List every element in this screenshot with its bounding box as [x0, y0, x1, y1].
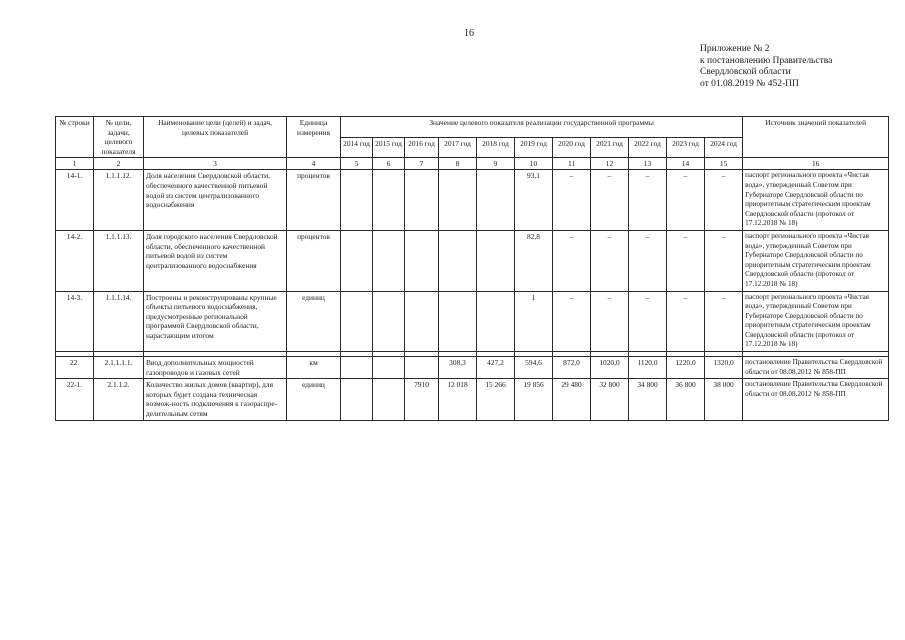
year-value: 82,8	[515, 230, 553, 291]
source: паспорт регионального проекта «Чистая вода», утвержденный Советом при Губернаторе Свердловской области по приоритетным стратегическим проектам Свердловской области (протокол от 17.12.2018 № 18)	[743, 230, 889, 291]
appendix-line: Свердловской области	[700, 67, 791, 77]
indicators-table	[55, 116, 889, 421]
header-year: 2022 год	[629, 137, 667, 158]
indicator-name: Ввод дополнительных мощностей газопроводов и газовых сетей	[144, 357, 287, 379]
year-value: –	[591, 291, 629, 352]
column-number: 10	[515, 158, 553, 170]
column-number: 3	[144, 158, 287, 170]
year-value: –	[591, 230, 629, 291]
table-row	[56, 291, 889, 352]
header-row-no: № строки	[56, 117, 94, 158]
header-year: 2021 год	[591, 137, 629, 158]
column-numbers-row	[56, 158, 889, 170]
header-year: 2019 год	[515, 137, 553, 158]
indicator-name: Количество жилых домов (квартир), для которых будет создана техническая возмож-ность подключения к газораспре-делительным сетям	[144, 379, 287, 420]
year-value: 308,3	[439, 357, 477, 379]
year-value: 34 800	[629, 379, 667, 420]
page-number: 16	[464, 28, 474, 39]
year-value	[341, 379, 373, 420]
year-value: 29 480	[553, 379, 591, 420]
year-value	[439, 170, 477, 231]
indicator-name: Доля населения Свердловской области, обеспеченного качественной питьевой водой из систем централизованного водоснабжения	[144, 170, 287, 231]
year-value	[405, 170, 439, 231]
year-value: –	[553, 230, 591, 291]
table-row	[56, 230, 889, 291]
header-year: 2018 год	[477, 137, 515, 158]
unit: процентов	[287, 170, 341, 231]
year-value	[477, 170, 515, 231]
year-value: 38 000	[705, 379, 743, 420]
year-value: 19 856	[515, 379, 553, 420]
table-row	[56, 379, 889, 420]
column-number: 8	[439, 158, 477, 170]
header-goal-no: № цели, задачи, целевого показателя	[94, 117, 144, 158]
year-value: 1020,0	[591, 357, 629, 379]
header-year: 2016 год	[405, 137, 439, 158]
year-value: –	[553, 291, 591, 352]
year-value: 12 018	[439, 379, 477, 420]
source: паспорт регионального проекта «Чистая вода», утвержденный Советом при Губернаторе Свердловской области по приоритетным стратегическим проектам Свердловской области (протокол от 17.12.2018 № 18)	[743, 291, 889, 352]
year-value: 872,0	[553, 357, 591, 379]
source: постановление Правительства Свердловской области от 08.08.2012 № 858-ПП	[743, 379, 889, 420]
year-value	[405, 291, 439, 352]
year-value: –	[705, 230, 743, 291]
table-row	[56, 170, 889, 231]
row-number: 22.	[56, 357, 94, 379]
indicator-name: Доля городского населения Свердловской области, обеспеченного качественной питьевой водой из систем централизованного водоснабжения	[144, 230, 287, 291]
column-number: 4	[287, 158, 341, 170]
year-value: –	[591, 170, 629, 231]
appendix-line: от 01.08.2019 № 452-ПП	[700, 78, 799, 89]
year-value	[373, 230, 405, 291]
header-values-group: Значение целевого показателя реализации государственной программы	[341, 117, 743, 138]
year-value: –	[667, 230, 705, 291]
year-value: 1120,0	[629, 357, 667, 379]
column-number: 12	[591, 158, 629, 170]
year-value: –	[553, 170, 591, 231]
goal-code: 1.1.1.14.	[94, 291, 144, 352]
year-value	[373, 357, 405, 379]
row-number: 22-1.	[56, 379, 94, 420]
source: постановление Правительства Свердловской области от 08.08.2012 № 858-ПП	[743, 357, 889, 379]
year-value: –	[629, 291, 667, 352]
year-value: 594,6	[515, 357, 553, 379]
year-value	[477, 291, 515, 352]
year-value: 7910	[405, 379, 439, 420]
header-row	[56, 117, 889, 138]
goal-code: 2.1.1.2.	[94, 379, 144, 420]
appendix-line: Приложение № 2	[700, 44, 770, 54]
year-value: 32 800	[591, 379, 629, 420]
header-year: 2020 год	[553, 137, 591, 158]
year-value	[373, 291, 405, 352]
appendix-line: к постановлению Правительства	[700, 55, 833, 66]
header-year: 2014 год	[341, 137, 373, 158]
year-value: 427,2	[477, 357, 515, 379]
year-value: –	[667, 170, 705, 231]
row-number: 14-2.	[56, 230, 94, 291]
year-value: –	[629, 170, 667, 231]
year-value	[373, 379, 405, 420]
unit: единиц	[287, 379, 341, 420]
year-value: 93,1	[515, 170, 553, 231]
year-value: 1220,0	[667, 357, 705, 379]
goal-code: 1.1.1.13.	[94, 230, 144, 291]
header-year: 2023 год	[667, 137, 705, 158]
unit: км	[287, 357, 341, 379]
year-value: –	[705, 170, 743, 231]
year-value	[405, 357, 439, 379]
year-value: 36 800	[667, 379, 705, 420]
column-number: 7	[405, 158, 439, 170]
year-value: –	[705, 291, 743, 352]
year-value	[341, 230, 373, 291]
table-row	[56, 357, 889, 379]
column-number: 1	[56, 158, 94, 170]
header-unit: Единица измерения	[287, 117, 341, 158]
appendix-heading	[700, 44, 832, 90]
year-value: 1320,0	[705, 357, 743, 379]
column-number: 16	[743, 158, 889, 170]
goal-code: 1.1.1.12.	[94, 170, 144, 231]
column-number: 11	[553, 158, 591, 170]
year-value	[341, 170, 373, 231]
header-name: Наименование цели (целей) и задач, целевых показателей	[144, 117, 287, 158]
header-year: 2017 год	[439, 137, 477, 158]
column-number: 13	[629, 158, 667, 170]
unit: процентов	[287, 230, 341, 291]
year-value: 15 266	[477, 379, 515, 420]
indicator-name: Построены и реконструированы крупные объекты питьевого водоснабжения, предусмотренные региональной программой Свердловской области, нарастающим итогом	[144, 291, 287, 352]
year-value: –	[629, 230, 667, 291]
unit: единиц	[287, 291, 341, 352]
header-source: Источник значений показателей	[743, 117, 889, 158]
header-year: 2015 год	[373, 137, 405, 158]
goal-code: 2.1.1.1.1.	[94, 357, 144, 379]
column-number: 14	[667, 158, 705, 170]
year-value	[373, 170, 405, 231]
row-number: 14-3.	[56, 291, 94, 352]
year-value	[341, 357, 373, 379]
column-number: 2	[94, 158, 144, 170]
column-number: 5	[341, 158, 373, 170]
column-number: 6	[373, 158, 405, 170]
column-number: 15	[705, 158, 743, 170]
year-value	[439, 230, 477, 291]
source: паспорт регионального проекта «Чистая вода», утвержденный Советом при Губернаторе Свердловской области по приоритетным стратегическим проектам Свердловской области (протокол от 17.12.2018 № 18)	[743, 170, 889, 231]
year-value	[439, 291, 477, 352]
column-number: 9	[477, 158, 515, 170]
header-year: 2024 год	[705, 137, 743, 158]
year-value	[405, 230, 439, 291]
year-value: –	[667, 291, 705, 352]
year-value: 1	[515, 291, 553, 352]
year-value	[477, 230, 515, 291]
row-number: 14-1.	[56, 170, 94, 231]
year-value	[341, 291, 373, 352]
